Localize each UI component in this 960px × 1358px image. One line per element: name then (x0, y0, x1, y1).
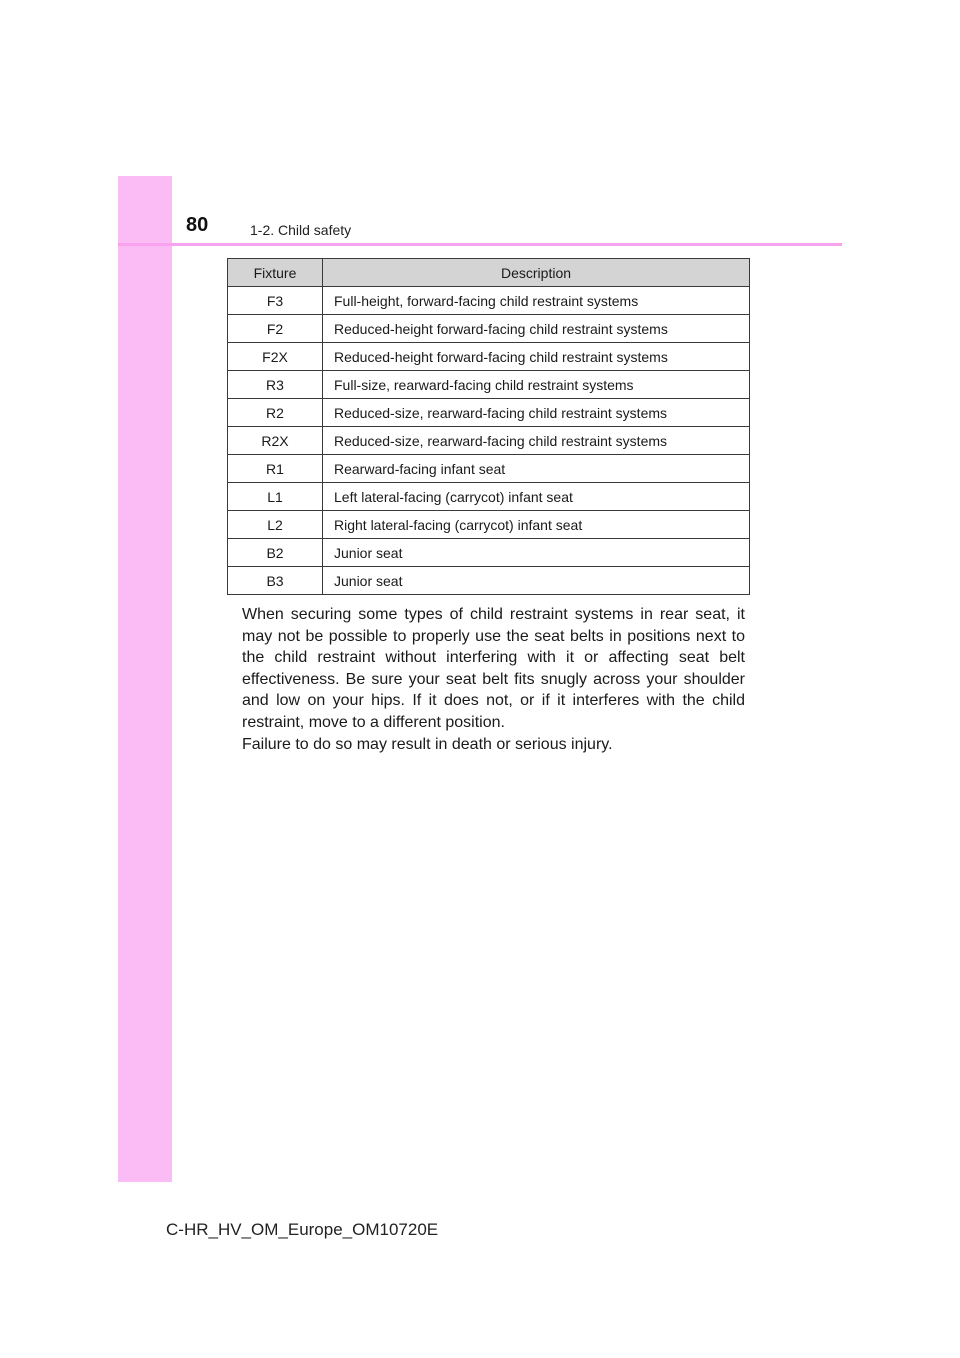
table-row (228, 427, 750, 455)
table-header-row (228, 259, 750, 287)
fixture-code: B3 (228, 567, 323, 595)
fixture-code: F2 (228, 315, 323, 343)
fixture-code: R2X (228, 427, 323, 455)
fixture-description: Reduced-size, rearward-facing child restraint systems (323, 399, 750, 427)
fixture-description: Left lateral-facing (carrycot) infant seat (323, 483, 750, 511)
fixture-description: Reduced-size, rearward-facing child restraint systems (323, 427, 750, 455)
fixture-description: Junior seat (323, 567, 750, 595)
table-row (228, 287, 750, 315)
warning-consequence: Failure to do so may result in death or serious injury. (242, 735, 613, 753)
fixture-code: R3 (228, 371, 323, 399)
table-row (228, 455, 750, 483)
document-code: C-HR_HV_OM_Europe_OM10720E (166, 1220, 439, 1239)
page-number: 80 (186, 214, 209, 236)
fixture-description: Junior seat (323, 539, 750, 567)
warning-text (242, 604, 745, 755)
table-row (228, 511, 750, 539)
fixture-code: R2 (228, 399, 323, 427)
fixture-code: R1 (228, 455, 323, 483)
warning-paragraph: When securing some types of child restraint systems in rear seat, it may not be possible to properly use the seat belts in positions next to the child restraint without interfering with it or affecting seat belt effectiveness. Be sure your seat belt fits snugly across your shoulder and low on your hips. If it does not, or if it interferes with the child restraint, move to a different position. (242, 606, 745, 731)
fixture-code: F3 (228, 287, 323, 315)
table-row (228, 399, 750, 427)
fixture-description: Full-height, forward-facing child restraint systems (323, 287, 750, 315)
column-header-description: Description (323, 259, 750, 287)
fixture-description: Rearward-facing infant seat (323, 455, 750, 483)
fixture-code: B2 (228, 539, 323, 567)
fixture-table (227, 258, 750, 595)
table-row (228, 371, 750, 399)
fixture-description: Reduced-height forward-facing child restraint systems (323, 315, 750, 343)
side-band (118, 176, 172, 1182)
section-title: 1-2. Child safety (250, 222, 352, 238)
fixture-description: Full-size, rearward-facing child restraint systems (323, 371, 750, 399)
table-row (228, 343, 750, 371)
table-row (228, 315, 750, 343)
fixture-description: Right lateral-facing (carrycot) infant seat (323, 511, 750, 539)
fixture-code: L2 (228, 511, 323, 539)
fixture-description: Reduced-height forward-facing child restraint systems (323, 343, 750, 371)
table-row (228, 567, 750, 595)
column-header-fixture: Fixture (228, 259, 323, 287)
table-row (228, 539, 750, 567)
fixture-code: L1 (228, 483, 323, 511)
table-row (228, 483, 750, 511)
fixture-code: F2X (228, 343, 323, 371)
header-rule (118, 243, 842, 246)
